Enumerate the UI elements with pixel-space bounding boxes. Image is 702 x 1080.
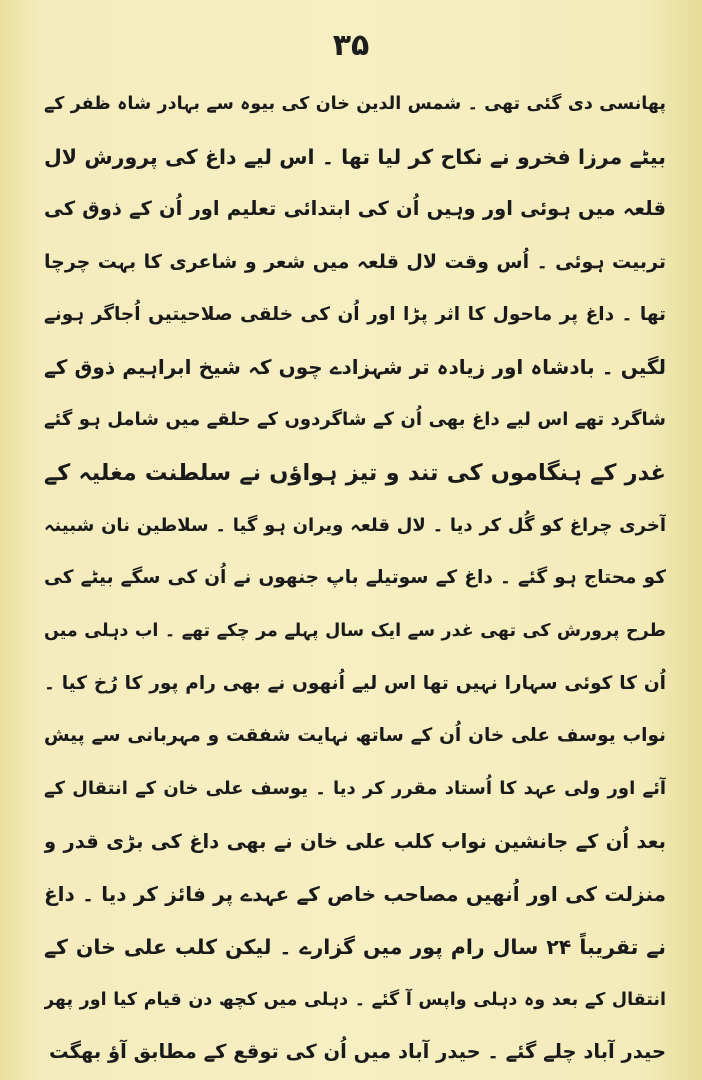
text-line: نواب یوسف علی خان اُن کے ساتھ نہایت شفقت و مہربانی سے پیش — [44, 725, 666, 747]
text-line: قلعہ میں ہوئی اور وہیں اُن کی ابتدائی تعلیم اور اُن کے ذوق کی — [44, 197, 666, 221]
text-line: اُن کا کوئی سہارا نہیں تھا اس لیے اُنھوں نے بھی رام پور کا رُخ کیا ۔ — [44, 672, 666, 694]
text-line: آخری چراغ کو گُل کر دیا ۔ لال قلعہ ویران ہو گیا ۔ سلاطین نان شبینہ — [44, 514, 666, 536]
text-line: پھانسی دی گئی تھی ۔ شمس الدین خان کی بیوہ سے بہادر شاہ ظفر کے — [44, 94, 666, 114]
text-line: شاگرد تھے اس لیے داغ بھی اُن کے شاگردوں کے حلقے میں شامل ہو گئے — [44, 409, 666, 431]
text-line: منزلت کی اور اُنھیں مصاحب خاص کے عہدے پر فائز کر دیا ۔ داغ — [44, 882, 666, 907]
text-line: انتقال کے بعد وہ دہلی واپس آ گئے ۔ دہلی میں کچھ دن قیام کیا اور پھر — [44, 989, 666, 1010]
page-number: ۳۵ — [332, 28, 370, 63]
text-line: تربیت ہوئی ۔ اُس وقت لال قلعہ میں شعر و شاعری کا بہت چرچا — [44, 251, 666, 274]
text-line: نے تقریباً ۲۴ سال رام پور میں گزارے ۔ لیکن کلب علی خان کے — [44, 935, 666, 959]
text-line: حیدر آباد چلے گئے ۔ حیدر آباد میں اُن کی توقع کے مطابق آؤ بھگت — [49, 1040, 666, 1064]
text-line: بعد اُن کے جانشین نواب کلب علی خان نے بھی داغ کی بڑی قدر و — [44, 829, 666, 853]
text-line: تھا ۔ داغ پر ماحول کا اثر پڑا اور اُن کی خلقی صلاحیتیں اُجاگر ہونے — [44, 303, 666, 325]
text-line: کو محتاج ہو گئے ۔ داغ کے سوتیلے باپ جنھوں نے اُن کی سگے بیٹے کی — [44, 567, 666, 589]
text-line: طرح پرورش کی تھی غدر سے ایک سال پہلے مر چکے تھے ۔ اب دہلی میں — [44, 620, 666, 641]
text-line: بیٹے مرزا فخرو نے نکاح کر لیا تھا ۔ اس لیے داغ کی پرورش لال — [44, 144, 666, 169]
text-line: غدر کے ہنگاموں کی تند و تیز ہواؤں نے سلطنت مغلیہ کے — [44, 459, 666, 486]
text-line: آئے اور ولی عہد کا اُستاد مقرر کر دیا ۔ یوسف علی خان کے انتقال کے — [44, 777, 666, 799]
text-line: لگیں ۔ بادشاہ اور زیادہ تر شہزادے چوں کہ شیخ ابراہیم ذوق کے — [44, 355, 666, 380]
body-text — [44, 78, 666, 1079]
